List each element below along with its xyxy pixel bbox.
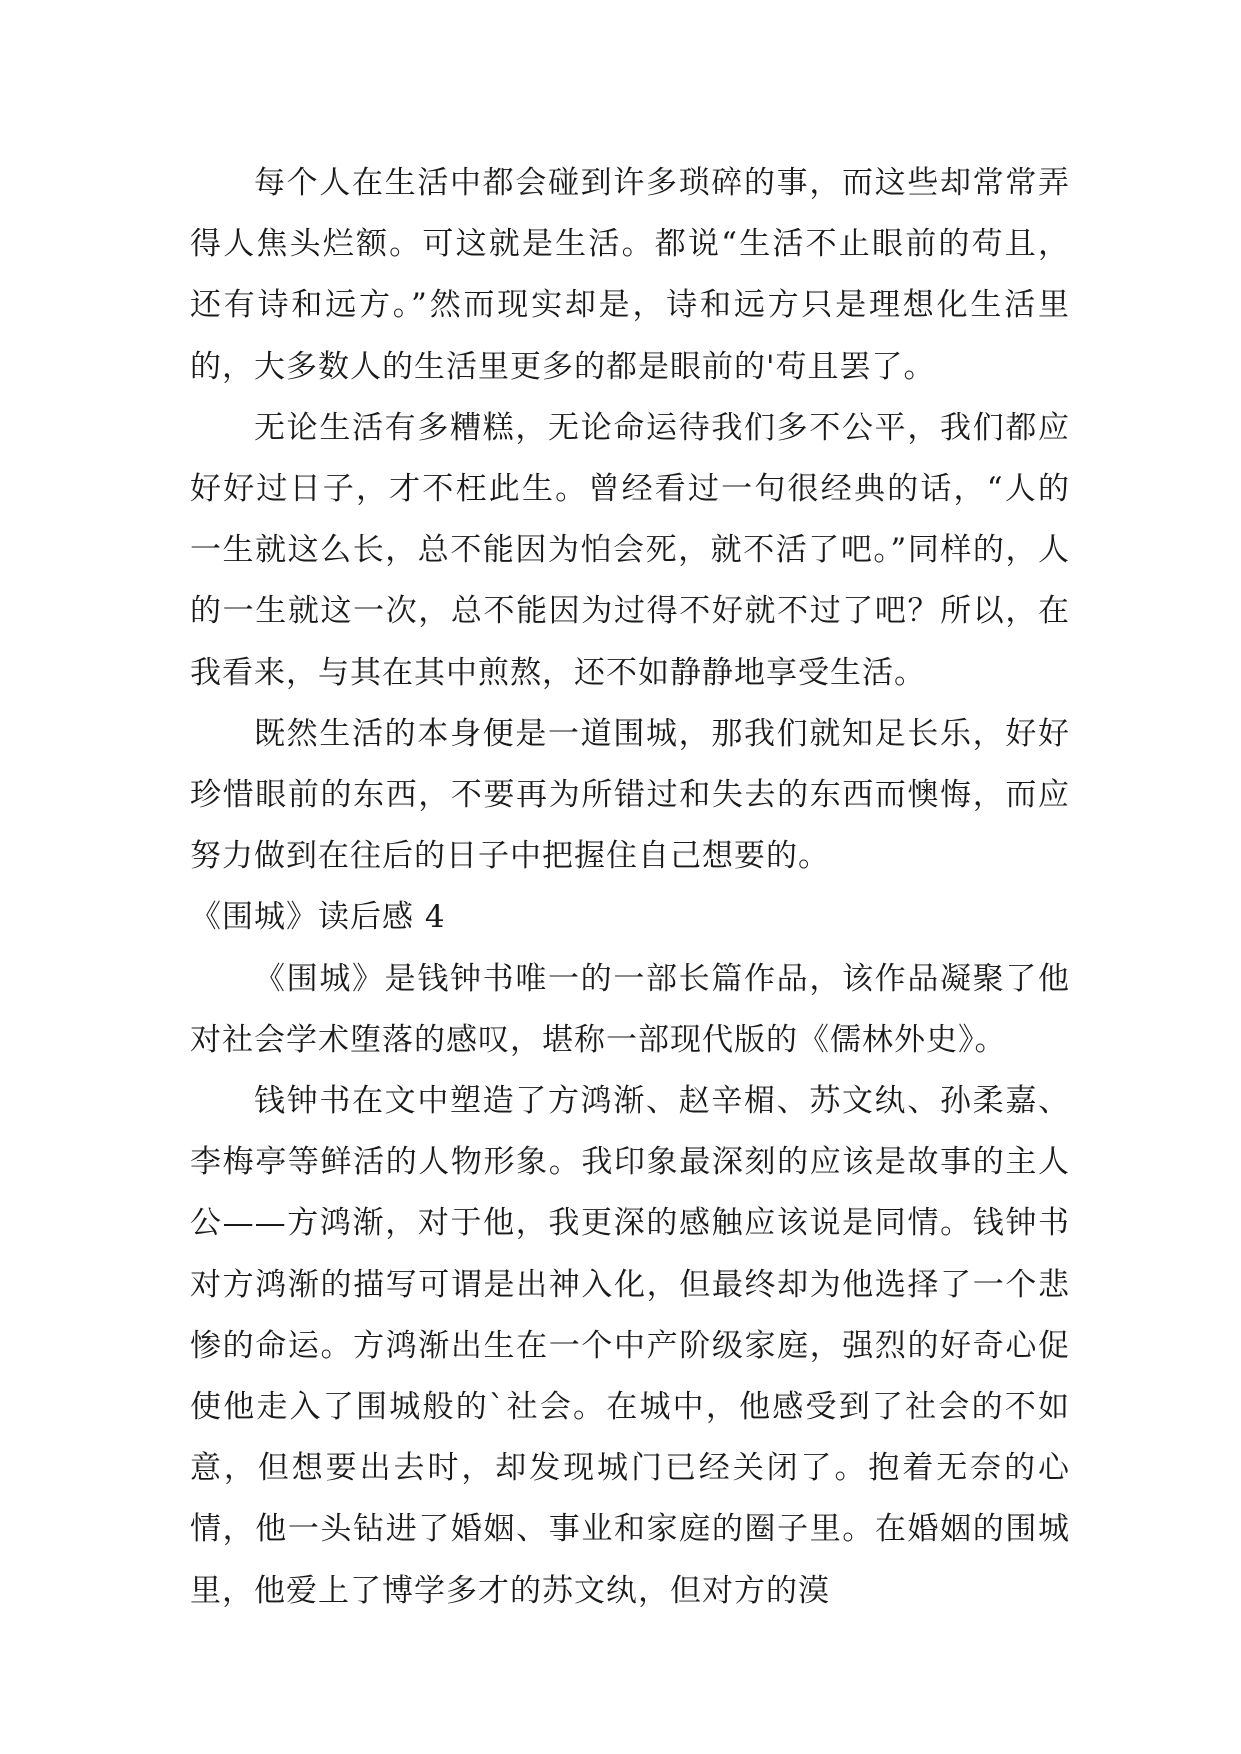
paragraph-book-intro: 《围城》是钱钟书唯一的一部长篇作品，该作品凝聚了他对社会学术堕落的感叹，堪称一部现代版的《儒林外史》。 [190,960,1070,1058]
section-heading: 《围城》读后感 4 [190,899,446,936]
paragraph-contentment: 既然生活的本身便是一道围城，那我们就知足长乐，好好珍惜眼前的东西，不要再为所错过和失去的东西而懊悔，而应努力做到在往后的日子中把握住自己想要的。 [190,715,1070,875]
paragraph-life-trivia: 每个人在生活中都会碰到许多琐碎的事，而这些却常常弄得人焦头烂额。可这就是生活。都说“生活不止眼前的苟且，还有诗和远方。”然而现实却是，诗和远方只是理想化生活里的，大多数人的生活里更多的都是眼前的'苟且罢了。 [190,165,1070,385]
document-body [190,153,1070,1622]
paragraph-live-well: 无论生活有多糟糕，无论命运待我们多不公平，我们都应好好过日子，才不枉此生。曾经看过一句很经典的话，“人的一生就这么长，总不能因为怕会死，就不活了吧。”同样的，人的一生就这一次，总不能因为过得不好就不过了吧？所以，在我看来，与其在其中煎熬，还不如静静地享受生活。 [190,409,1070,691]
paragraph-characters: 钱钟书在文中塑造了方鸿渐、赵辛楣、苏文纨、孙柔嘉、李梅亭等鲜活的人物形象。我印象最深刻的应该是故事的主人公——方鸿渐，对于他，我更深的感触应该说是同情。钱钟书对方鸿渐的描写可谓是出神入化，但最终却为他选择了一个悲惨的命运。方鸿渐出生在一个中产阶级家庭，强烈的好奇心促使他走入了围城般的`社会。在城中，他感受到了社会的不如意，但想要出去时，却发现城门已经关闭了。抱着无奈的心情，他一头钻进了婚姻、事业和家庭的圈子里。在婚姻的围城里，他爱上了博学多才的苏文纨，但对方的漠 [190,1083,1070,1609]
